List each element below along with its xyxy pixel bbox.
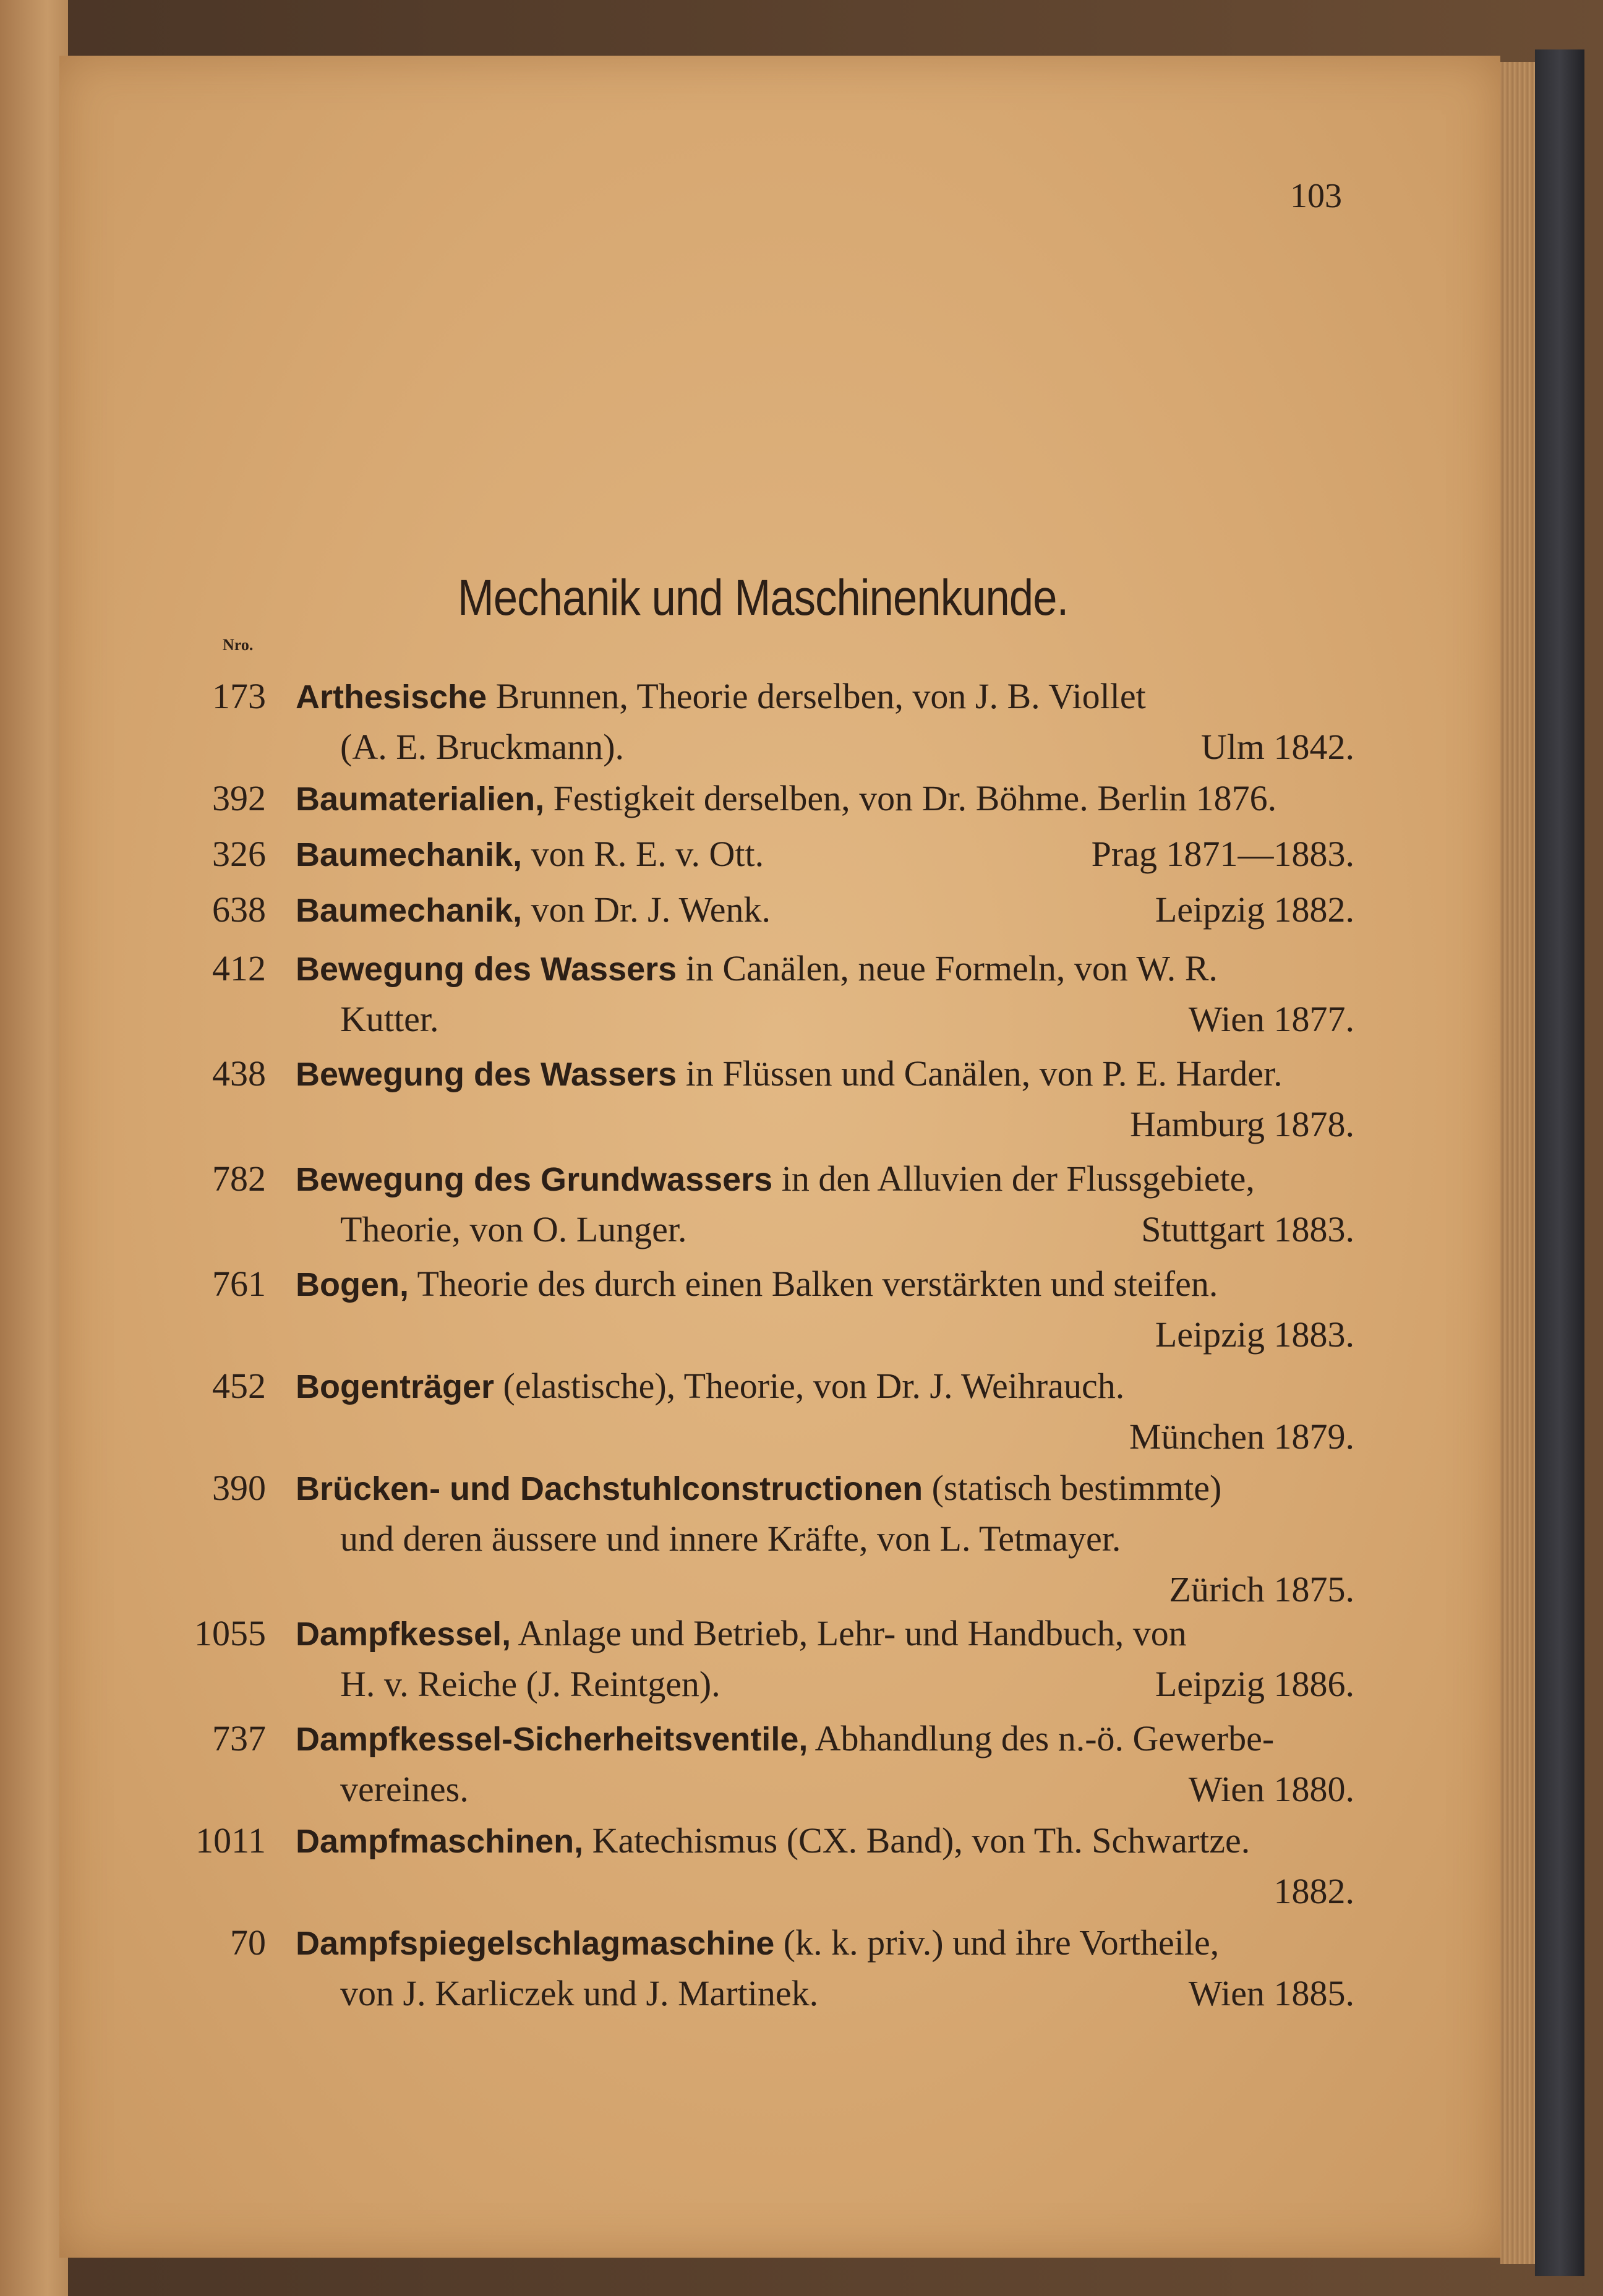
entry-number: 392 — [212, 778, 266, 818]
entry-term: Bewegung des Grundwassers — [296, 1161, 773, 1198]
entry-term: Bogen, — [296, 1266, 409, 1303]
entry-continuation: von J. Karliczek und J. Martinek. — [340, 1973, 819, 2013]
entry-term: Bewegung des Wassers — [296, 951, 677, 988]
entry-place-year: Leipzig 1886. — [1155, 1664, 1354, 1704]
page-number: 103 — [1290, 177, 1342, 215]
entry-description: in Flüssen und Canälen, von P. E. Harder. — [677, 1053, 1283, 1094]
entry-place-year: Ulm 1842. — [1200, 727, 1354, 767]
entry-place-year: München 1879. — [1129, 1416, 1354, 1457]
entry-description: Theorie des durch einen Balken verstärkten und steifen. — [409, 1264, 1218, 1304]
entry-number: 638 — [212, 889, 266, 930]
entry-number: 737 — [212, 1718, 266, 1758]
entry-description: Katechismus (CX. Band), von Th. Schwartze. — [583, 1820, 1250, 1861]
entry-continuation: Kutter. — [340, 999, 439, 1039]
facing-page-edge — [0, 0, 68, 2296]
entry-term: Dampfkessel-Sicherheitsventile, — [296, 1721, 808, 1758]
entry-place-year: Stuttgart 1883. — [1141, 1209, 1354, 1249]
entry-description: von Dr. J. Wenk. — [522, 889, 771, 930]
entry-term: Baumechanik, — [296, 836, 523, 873]
entry-place-year: Hamburg 1878. — [1129, 1104, 1354, 1144]
entry-description: von R. E. v. Ott. — [522, 834, 764, 874]
entry-continuation: vereines. — [340, 1769, 469, 1809]
entry-number: 438 — [212, 1053, 266, 1094]
entry-description: in den Alluvien der Flussgebiete, — [772, 1159, 1255, 1199]
entry-place-year: Leipzig 1883. — [1155, 1314, 1354, 1355]
entry-place-year: Leipzig 1882. — [1155, 889, 1354, 930]
entry-description: (statisch bestimmte) — [923, 1468, 1222, 1508]
entry-description: (k. k. priv.) und ihre Vortheile, — [774, 1922, 1220, 1963]
entry-number: 452 — [212, 1366, 266, 1406]
entry-number: 390 — [212, 1468, 266, 1508]
entry-number: 1011 — [195, 1820, 266, 1861]
entry-number: 70 — [230, 1922, 266, 1963]
entry-number: 1055 — [194, 1613, 266, 1653]
page-stack-edge — [1500, 62, 1535, 2264]
entry-continuation: Theorie, von O. Lunger. — [340, 1209, 687, 1249]
entry-continuation: (A. E. Bruckmann). — [340, 727, 625, 767]
entry-place-year: Prag 1871—1883. — [1091, 834, 1354, 874]
entry-description: Brunnen, Theorie derselben, von J. B. Viollet — [487, 676, 1146, 716]
entry-number: 761 — [212, 1264, 266, 1304]
entry-term: Baumechanik, — [296, 892, 523, 929]
entry-term: Dampfkessel, — [296, 1616, 511, 1653]
entry-place-year: Zürich 1875. — [1169, 1569, 1354, 1609]
entry-place-year: Wien 1885. — [1188, 1973, 1354, 2013]
entry-description: Abhandlung des n.-ö. Gewerbe- — [808, 1718, 1275, 1758]
entry-term: Bewegung des Wassers — [296, 1056, 677, 1093]
entry-number: 173 — [212, 676, 266, 716]
entry-term: Brücken- und Dachstuhlconstructionen — [296, 1470, 923, 1507]
entry-place-year: Wien 1880. — [1188, 1769, 1354, 1809]
entry-number: 782 — [212, 1159, 266, 1199]
section-title: Mechanik und Maschinenkunde. — [458, 570, 1069, 626]
book-binding — [1535, 49, 1584, 2276]
entry-description: Festigkeit derselben, von Dr. Böhme. Berlin 1876. — [544, 778, 1277, 818]
entry-term: Baumaterialien, — [296, 781, 545, 818]
entry-continuation: und deren äussere und innere Kräfte, von L. Tetmayer. — [340, 1519, 1121, 1559]
column-header-nro: Nro. — [223, 636, 254, 654]
entry-description: in Canälen, neue Formeln, von W. R. — [677, 948, 1218, 988]
entry-number: 412 — [212, 948, 266, 988]
entry-description: (elastische), Theorie, von Dr. J. Weihrauch. — [494, 1366, 1125, 1406]
entry-number: 326 — [212, 834, 266, 874]
entry-term: Arthesische — [296, 679, 487, 716]
entry-place-year: 1882. — [1273, 1871, 1354, 1911]
entry-description: Anlage und Betrieb, Lehr- und Handbuch, von — [511, 1613, 1187, 1653]
entry-term: Dampfmaschinen, — [296, 1823, 584, 1860]
entry-continuation: H. v. Reiche (J. Reintgen). — [340, 1664, 720, 1704]
entry-place-year: Wien 1877. — [1188, 999, 1354, 1039]
entry-term: Dampfspiegelschlagmaschine — [296, 1925, 775, 1962]
entry-term: Bogenträger — [296, 1368, 495, 1405]
